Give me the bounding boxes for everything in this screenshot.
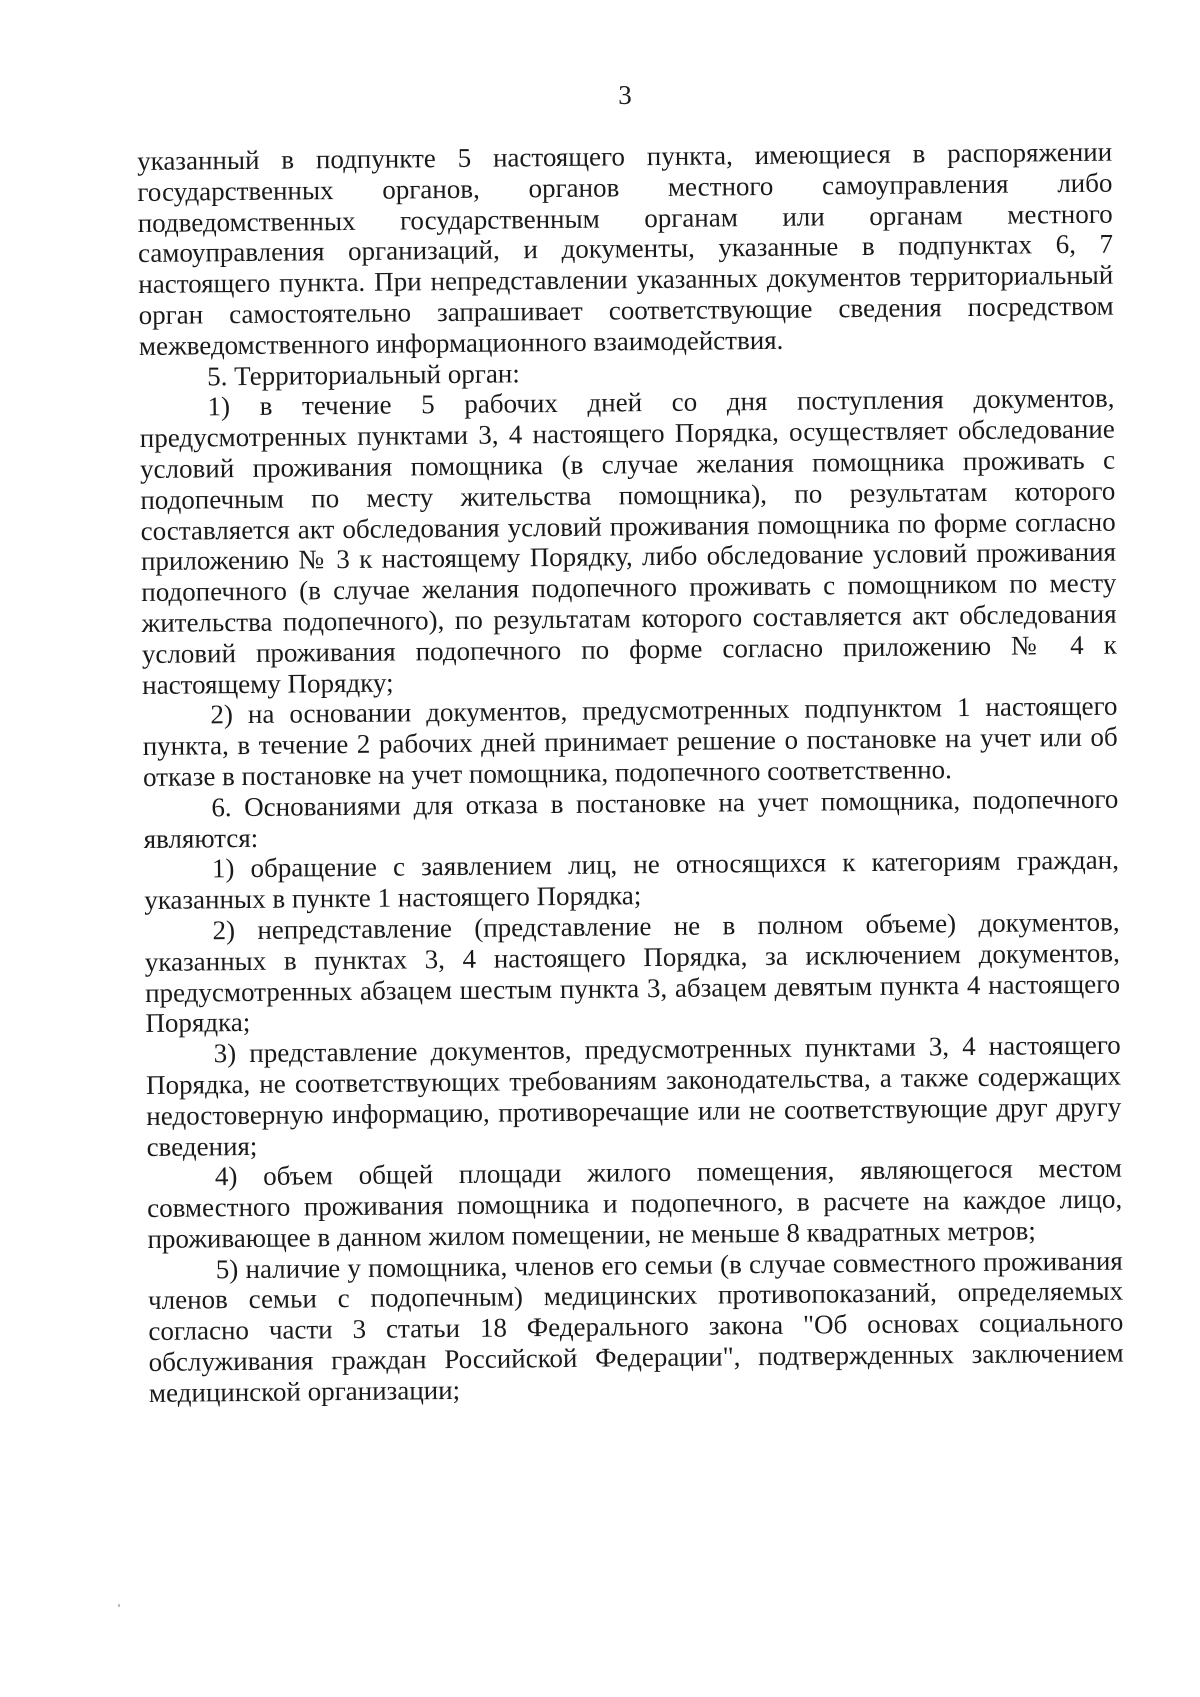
paragraph-item-5-2: 2) на основании документов, предусмотренных подпунктом 1 настоящего пункта, в течение 2 рабочих дней принимает решение о постановке на учет или об отказе в постановке на учет помощника, подопечного соответственно.: [142, 690, 1118, 792]
paragraph-item-5-1: 1) в течение 5 рабочих дней со дня поступления документов, предусмотренных пунктами 3, 4 настоящего Порядка, осуществляет обследование условий проживания помощника (в случае желания помощника проживать с подопечным по месту жительства помощника), по результатам которого составляется акт обследования условий проживания помощника по форме согласно приложению № 3 к настоящему Порядку, либо обследование условий проживания подопечного (в случае желания подопечного проживать с помощником по месту жительства подопечного), по результатам которого составляется акт обследования условий проживания подопечного по форме согласно приложению № 4 к настоящему Порядку;: [139, 383, 1117, 700]
paragraph-item-6-3: 3) представление документов, предусмотренных пунктами 3, 4 настоящего Порядка, не соответствующих требованиям законодательства, а также содержащих недостоверную информацию, противоречащие или не соответствующие друг другу сведения;: [145, 1029, 1122, 1162]
page-number: 3: [618, 80, 632, 110]
paragraph-item-5-heading: 5. Территориальный орган:: [207, 357, 520, 391]
paragraph-item-6-heading: 6. Основаниями для отказа в постановке на учет помощника, подопечного являются:: [143, 783, 1119, 854]
scan-speck: [118, 1604, 120, 1607]
paragraph-item-6-2: 2) непредставление (представление не в полном объеме) документов, указанных в пунктах 3, 4 настоящего Порядка, за исключением документов, предусмотренных абзацем шестым пункта 3, абзацем девятым пункта 4 настоящего Порядка;: [144, 906, 1121, 1039]
paragraph-item-6-4: 4) объем общей площади жилого помещения, являющегося местом совместного проживания помощника и подопечного, в расчете на каждое лицо, проживающее в данном жилом помещении, не меньше 8 квадратных метров;: [147, 1152, 1123, 1254]
document-body: [137, 137, 1124, 1409]
paragraph-item-6-5: 5) наличие у помощника, членов его семьи (в случае совместного проживания членов семьи с подопечным) медицинских противопоказаний, определяемых согласно части 3 статьи 18 Федерального закона "Об основах социального обслуживания граждан Российской Федерации", подтвержденных заключением медицинской организации;: [147, 1245, 1124, 1408]
paragraph-continuation: указанный в подпункте 5 настоящего пункта, имеющиеся в распоряжении государственных органов, органов местного самоуправления либо подведомственных государственным органам или органам местного самоуправления организаций, и документы, указанные в подпунктах 6, 7 настоящего пункта. При непредставлении указанных документов территориальный орган самостоятельно запрашивает соответствующие сведения посредством межведомственного информационного взаимодействия.: [137, 136, 1114, 361]
paragraph-item-6-1: 1) обращение с заявлением лиц, не относящихся к категориям граждан, указанных в пункте 1 настоящего Порядка;: [144, 844, 1120, 916]
